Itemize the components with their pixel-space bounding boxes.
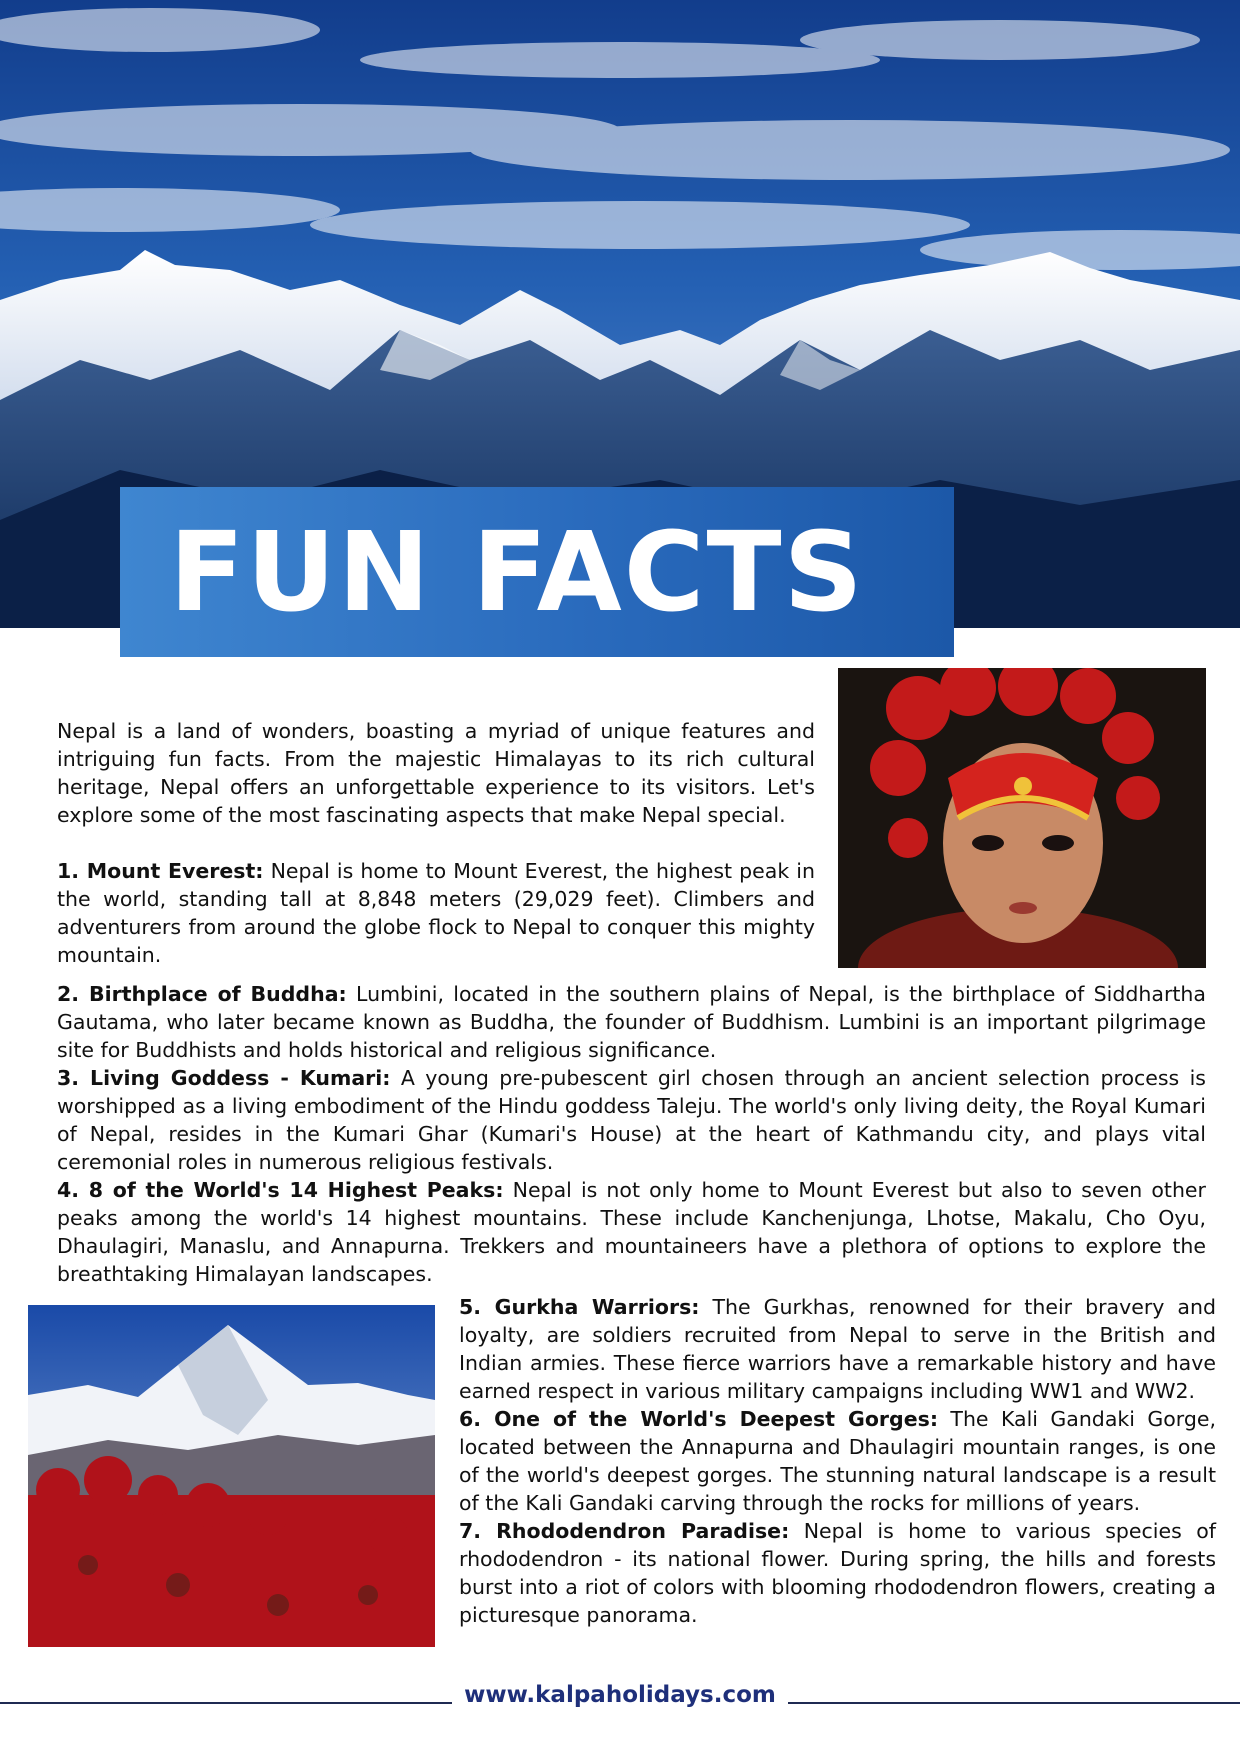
fact-item	[57, 857, 815, 969]
intro-paragraph	[57, 717, 815, 829]
fact-title: 7. Rhododendron Paradise:	[459, 1519, 790, 1543]
fact-title: 6. One of the World's Deepest Gorges:	[459, 1407, 939, 1431]
fact-title: 4. 8 of the World's 14 Highest Peaks:	[57, 1178, 504, 1202]
fact-text: Nepal is home to various species of rhododendron - its national flower. During spring, the hills and forests burst into a riot of colors with blooming rhododendron flowers, creating a picturesque panorama.	[459, 1519, 1216, 1627]
fact-item	[57, 1176, 1206, 1288]
fact-item	[57, 1064, 1206, 1176]
fact-text: Nepal is not only home to Mount Everest but also to seven other peaks among the world's 14 highest mountains. These include Kanchenjunga, Lhotse, Makalu, Cho Oyu, Dhaulagiri, Manaslu, and Annapurna. Trekkers and mountaineers have a plethora of options to explore the breathtaking Himalayan landscapes.	[57, 1178, 1206, 1286]
fact-text: A young pre-pubescent girl chosen through an ancient selection process is worshipped as a living embodiment of the Hindu goddess Taleju. The world's only living deity, the Royal Kumari of Nepal, resides in the Kumari Ghar (Kumari's House) at the heart of Kathmandu city, and plays vital ceremonial roles in numerous religious festivals.	[57, 1066, 1206, 1174]
fact-title: 3. Living Goddess - Kumari:	[57, 1066, 391, 1090]
kumari-photo	[838, 668, 1206, 968]
mountain-rhododendron-photo	[28, 1305, 435, 1647]
fact-title: 5. Gurkha Warriors:	[459, 1295, 700, 1319]
fact-title: 1. Mount Everest:	[57, 859, 264, 883]
fact-item	[459, 1517, 1216, 1629]
fact-item	[459, 1405, 1216, 1517]
intro-text: Nepal is a land of wonders, boasting a myriad of unique features and intriguing fun facts. From the majestic Himalayas to its rich cultural heritage, Nepal offers an unforgettable experience to its visitors. Let's explore some of the most fascinating aspects that make Nepal special.	[57, 719, 815, 827]
fact-text: Lumbini, located in the southern plains of Nepal, is the birthplace of Siddhartha Gautama, who later became known as Buddha, the founder of Buddhism. Lumbini is an important pilgrimage site for Buddhists and holds historical and religious significance.	[57, 982, 1206, 1062]
fact-title: 2. Birthplace of Buddha:	[57, 982, 347, 1006]
facts-block-middle	[57, 980, 1206, 1288]
fact-text: The Kali Gandaki Gorge, located between the Annapurna and Dhaulagiri mountain ranges, is one of the world's deepest gorges. The stunning natural landscape is a result of the Kali Gandaki carving through the rocks for millions of years.	[459, 1407, 1216, 1515]
fact-item	[57, 980, 1206, 1064]
title-banner	[120, 487, 954, 657]
footer-website-link[interactable]: www.kalpaholidays.com	[464, 1682, 776, 1708]
footer-divider-right	[788, 1702, 1240, 1704]
page-title: FUN FACTS	[169, 508, 865, 636]
facts-block-lower	[459, 1293, 1216, 1629]
fact-text: Nepal is home to Mount Everest, the highest peak in the world, standing tall at 8,848 meters (29,029 feet). Climbers and adventurers from around the globe flock to Nepal to conquer this mighty mountain.	[57, 859, 815, 967]
fact-text: The Gurkhas, renowned for their bravery and loyalty, are soldiers recruited from Nepal to serve in the British and Indian armies. These fierce warriors have a remarkable history and have earned respect in various military campaigns including WW1 and WW2.	[459, 1295, 1216, 1403]
fact-item	[459, 1293, 1216, 1405]
